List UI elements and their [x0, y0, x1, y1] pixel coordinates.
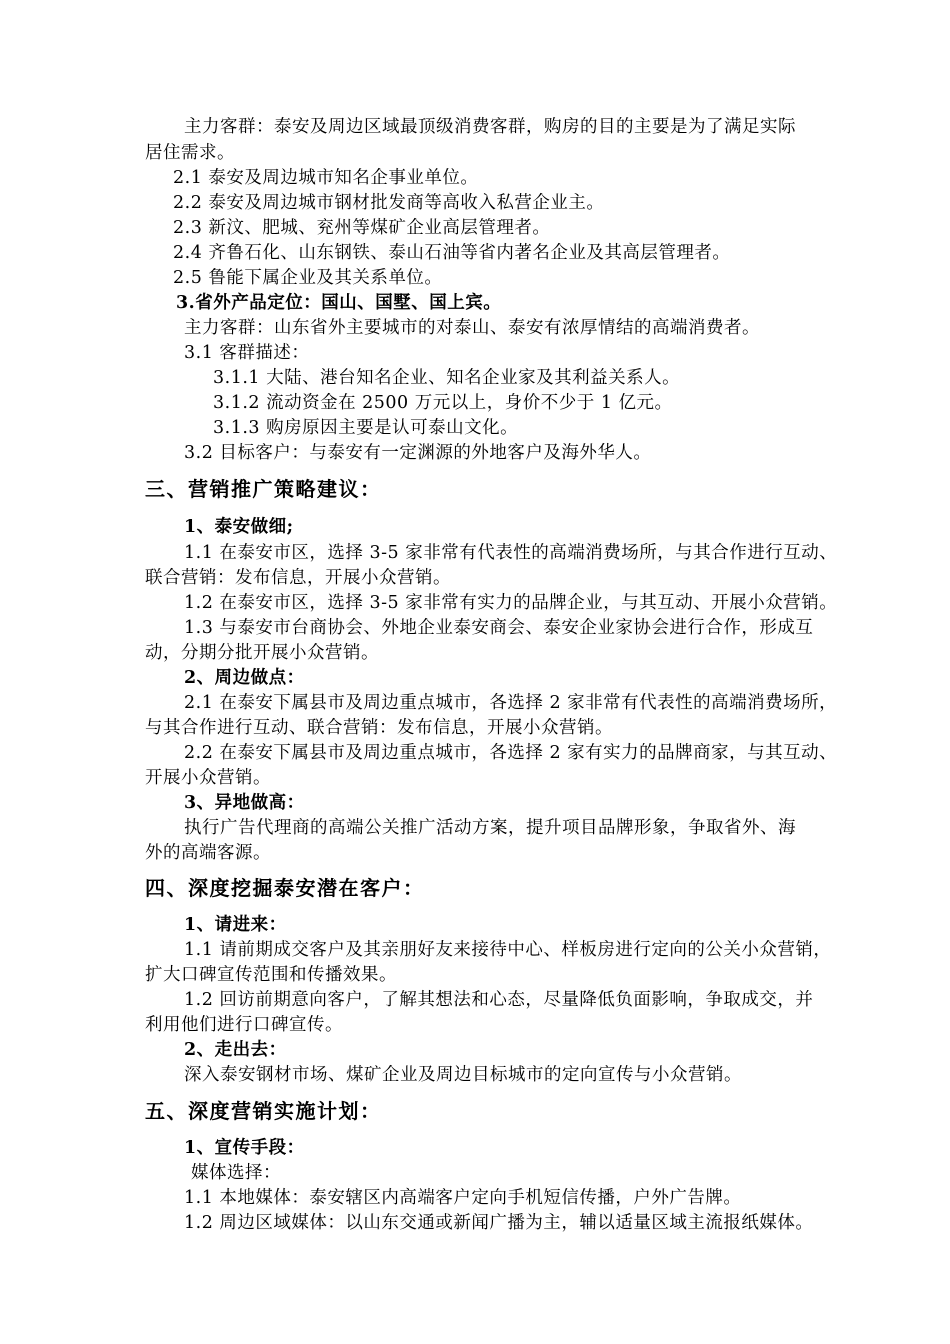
list-item: 2.5 鲁能下属企业及其关系单位。	[173, 268, 443, 288]
paragraph-line: 1.2 回访前期意向客户，了解其想法和心态，尽量降低负面影响，争取成交，并	[184, 990, 814, 1010]
paragraph-line: 动，分期分批开展小众营销。	[145, 643, 379, 663]
subheading: 1、请进来：	[184, 915, 287, 935]
paragraph-line: 外的高端客源。	[145, 843, 271, 863]
paragraph-line: 执行广告代理商的高端公关推广活动方案，提升项目品牌形象，争取省外、海	[184, 818, 796, 838]
paragraph-line: 1.1 本地媒体：泰安辖区内高端客户定向手机短信传播，户外广告牌。	[184, 1188, 742, 1208]
paragraph-line: 1.2 周边区域媒体：以山东交通或新闻广播为主，辅以适量区域主流报纸媒体。	[184, 1213, 814, 1233]
paragraph-line: 利用他们进行口碑宣传。	[145, 1015, 343, 1035]
list-item: 2.4 齐鲁石化、山东钢铁、泰山石油等省内著名企业及其高层管理者。	[173, 243, 731, 263]
paragraph: 3.2 目标客户：与泰安有一定渊源的外地客户及海外华人。	[184, 443, 652, 463]
section-heading: 3.省外产品定位：国山、国墅、国上宾。	[176, 293, 502, 313]
paragraph-line: 2.2 在泰安下属县市及周边重点城市，各选择 2 家有实力的品牌商家，与其互动、	[184, 743, 838, 763]
subheading: 2、周边做点：	[184, 668, 305, 688]
list-item: 3.1.1 大陆、港台知名企业、知名企业家及其利益关系人。	[213, 368, 681, 388]
part-four-title: 四、深度挖掘泰安潜在客户：	[145, 876, 425, 900]
paragraph-line: 媒体选择：	[191, 1163, 281, 1183]
subheading: 2、走出去：	[184, 1040, 287, 1060]
main-group-line2: 居住需求。	[145, 143, 235, 163]
subheading: 3、异地做高：	[184, 793, 305, 813]
paragraph-line: 1.1 请前期成交客户及其亲朋好友来接待中心、样板房进行定向的公关小众营销，	[184, 940, 832, 960]
main-group-line1: 主力客群：泰安及周边区域最顶级消费客群，购房的目的主要是为了满足实际	[184, 117, 796, 137]
subheading: 1、宣传手段：	[184, 1138, 305, 1158]
list-item: 2.3 新汶、肥城、兖州等煤矿企业高层管理者。	[173, 218, 551, 238]
paragraph-line: 开展小众营销。	[145, 768, 271, 788]
part-five-title: 五、深度营销实施计划：	[145, 1099, 382, 1123]
paragraph-line: 2.1 在泰安下属县市及周边重点城市，各选择 2 家非常有代表性的高端消费场所，	[184, 693, 838, 713]
paragraph: 主力客群：山东省外主要城市的对泰山、泰安有浓厚情结的高端消费者。	[184, 318, 760, 338]
paragraph-line: 扩大口碑宣传范围和传播效果。	[145, 965, 397, 985]
list-item: 3.1.3 购房原因主要是认可泰山文化。	[213, 418, 519, 438]
list-item: 2.2 泰安及周边城市钢材批发商等高收入私营企业主。	[173, 193, 605, 213]
paragraph-line: 1.1 在泰安市区，选择 3-5 家非常有代表性的高端消费场所，与其合作进行互动、	[184, 543, 838, 563]
paragraph-line: 深入泰安钢材市场、煤矿企业及周边目标城市的定向宣传与小众营销。	[184, 1065, 742, 1085]
list-item: 2.1 泰安及周边城市知名企事业单位。	[173, 168, 479, 188]
paragraph-line: 联合营销：发布信息，开展小众营销。	[145, 568, 451, 588]
list-item: 3.1.2 流动资金在 2500 万元以上，身价不少于 1 亿元。	[213, 393, 673, 413]
paragraph-line: 1.2 在泰安市区，选择 3-5 家非常有实力的品牌企业，与其互动、开展小众营销。	[184, 593, 838, 613]
subheading: 3.1 客群描述：	[184, 343, 310, 363]
paragraph-line: 1.3 与泰安市台商协会、外地企业泰安商会、泰安企业家协会进行合作，形成互	[184, 618, 814, 638]
paragraph-line: 与其合作进行互动、联合营销：发布信息，开展小众营销。	[145, 718, 613, 738]
part-three-title: 三、营销推广策略建议：	[145, 477, 382, 501]
subheading: 1、泰安做细;	[184, 517, 294, 537]
